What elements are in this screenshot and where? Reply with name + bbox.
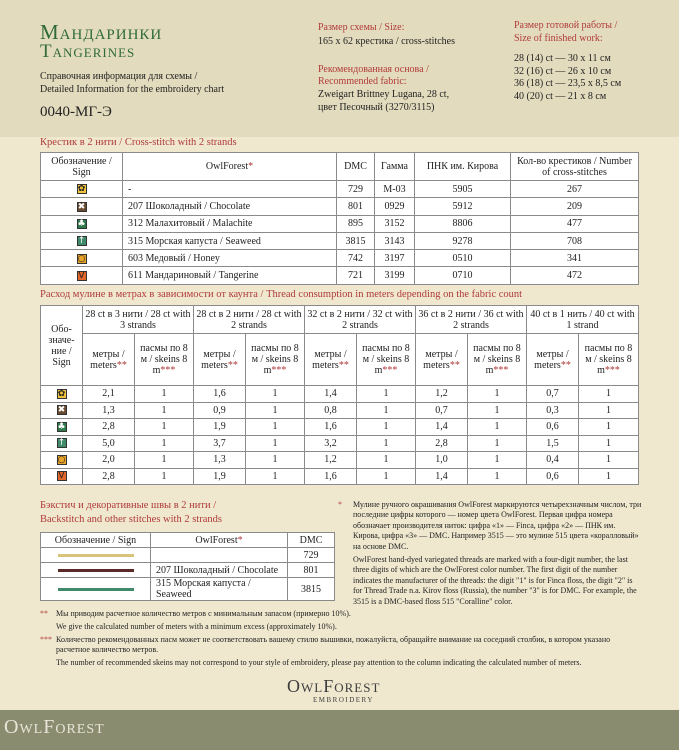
value-cell: 1,4 (305, 386, 357, 403)
table-row (41, 578, 335, 601)
owlforest-cell: 207 Шоколадный / Chocolate (123, 198, 337, 215)
gamma-cell: 0929 (375, 198, 415, 215)
chart-code: 0040-МГ-Э (40, 104, 112, 120)
symbol-icon: ↑ (77, 236, 86, 247)
value-cell: 0,3 (527, 402, 579, 419)
owlforest-cell: 315 Морская капуста / Seaweed (123, 232, 337, 249)
table-row (41, 386, 639, 403)
stitch-line-icon (58, 588, 134, 591)
finished-label-2: Size of finished work: (514, 33, 603, 44)
fabric-label-2: Recommended fabric: (318, 76, 407, 87)
value-cell: 1 (357, 468, 416, 485)
sign-cell (41, 548, 151, 563)
gamma-cell: 3199 (375, 267, 415, 284)
skeins-header: пасмы по 8 м / skeins 8 m*** (135, 334, 194, 386)
value-cell: 1 (135, 452, 194, 469)
meters-header: метры / meters** (83, 334, 135, 386)
value-cell: 1,3 (83, 402, 135, 419)
count-cell: 267 (511, 181, 639, 198)
sign-cell (41, 232, 123, 249)
value-cell: 2,0 (83, 452, 135, 469)
value-cell: 1,9 (194, 468, 246, 485)
value-cell: 0,9 (194, 402, 246, 419)
finished-size: 32 (16) ct — 26 х 10 см (514, 65, 612, 77)
value-cell: 1 (579, 419, 639, 436)
table-row (41, 548, 335, 563)
value-cell: 1 (246, 468, 305, 485)
sign-cell (41, 563, 151, 578)
table-row (41, 468, 639, 485)
col-dmc: DMC (288, 533, 335, 548)
gamma-cell: М-03 (375, 181, 415, 198)
table-header-row (41, 153, 639, 181)
pnk-cell: 5912 (415, 198, 511, 215)
col-sign: Обозначение / Sign (41, 153, 123, 181)
footnote-3-ru: Количество рекомендованных пасм может не соответствовать вашему стилю вышивки, пожалуйста, обращайте внимание на соседний столбик, в котором указано расчетное количество метров. (56, 635, 611, 655)
stitch-line-icon (58, 554, 134, 557)
col-sign: Обозначение / Sign (41, 533, 151, 548)
symbol-icon: ♣ (77, 218, 86, 229)
table-row (41, 250, 639, 267)
dmc-cell: 742 (337, 250, 375, 267)
symbol-icon: ○ (57, 454, 66, 465)
value-cell: 1 (135, 386, 194, 403)
count-cell: 341 (511, 250, 639, 267)
col-owlforest: OwlForest* (123, 153, 337, 181)
value-cell: 2,1 (83, 386, 135, 403)
fabric-label-1: Рекомендованная основа / (318, 64, 429, 75)
title-en: Tangerines (40, 41, 136, 62)
owlforest-cell: 207 Шоколадный / Chocolate (151, 563, 288, 578)
count-header: 36 ct в 2 нити / 36 ct with 2 strands (416, 306, 527, 334)
size-label: Размер схемы / Size: (318, 22, 405, 33)
gamma-cell: 3152 (375, 215, 415, 232)
value-cell: 1,4 (416, 468, 468, 485)
value-cell: 2,8 (83, 419, 135, 436)
footnote-2-en: We give the calculated number of meters with a minimum excess (approximately 10%). (56, 622, 337, 631)
owlforest-cell: 603 Медовый / Honey (123, 250, 337, 267)
skeins-header: пасмы по 8 м / skeins 8 m*** (246, 334, 305, 386)
value-cell: 0,6 (527, 468, 579, 485)
stitch-line-icon (58, 569, 134, 572)
table-header-row (41, 533, 335, 548)
fabric-value-1: Zweigart Brittney Lugana, 28 ct, (318, 89, 450, 100)
value-cell: 2,8 (416, 435, 468, 452)
title-ru: Мандаринки (40, 20, 163, 44)
sign-cell (41, 402, 83, 419)
value-cell: 2,8 (83, 468, 135, 485)
symbol-icon: V (58, 471, 65, 482)
symbol-icon: ↑ (57, 438, 66, 449)
value-cell: 1 (579, 452, 639, 469)
count-cell: 472 (511, 267, 639, 284)
pnk-cell: 0710 (415, 267, 511, 284)
sign-cell (41, 250, 123, 267)
dmc-cell: 729 (337, 181, 375, 198)
value-cell: 1 (579, 468, 639, 485)
unit-header-row (41, 334, 639, 386)
col-dmc: DMC (337, 153, 375, 181)
table-row (41, 215, 639, 232)
ref-line-1: Справочная информация для схемы / (40, 71, 198, 82)
sign-cell (41, 435, 83, 452)
footnote-3-en: The number of recommended skeins may not correspond to your style of embroidery, please pay attention to the column indicating the calculated number of meters. (56, 658, 582, 667)
value-cell: 1 (468, 468, 527, 485)
finished-size-list (514, 53, 621, 103)
value-cell: 1 (468, 402, 527, 419)
value-cell: 3,7 (194, 435, 246, 452)
value-cell: 1 (468, 452, 527, 469)
value-cell: 1 (246, 402, 305, 419)
cross-stitch-title: Крестик в 2 нити / Cross-stitch with 2 strands (40, 137, 237, 148)
symbol-icon: ♣ (57, 421, 66, 432)
meters-header: метры / meters** (305, 334, 357, 386)
value-cell: 1 (246, 452, 305, 469)
value-cell: 1 (246, 386, 305, 403)
owlforest-cell: - (123, 181, 337, 198)
value-cell: 1 (135, 402, 194, 419)
sign-cell (41, 267, 123, 284)
table-row (41, 452, 639, 469)
finished-size: 28 (14) ct — 30 х 11 см (514, 53, 611, 64)
meters-header: метры / meters** (416, 334, 468, 386)
skeins-header: пасмы по 8 м / skeins 8 m*** (579, 334, 639, 386)
meters-header: метры / meters** (527, 334, 579, 386)
note-star: * (338, 500, 342, 509)
count-header: 40 ct в 1 нить / 40 ct with 1 strand (527, 306, 639, 334)
footer-logo: OwlForest (4, 716, 105, 738)
col-count: Кол-во крестиков / Number of cross-stitches (511, 153, 639, 181)
value-cell: 1 (246, 419, 305, 436)
value-cell: 1 (579, 386, 639, 403)
table-row (41, 267, 639, 284)
cross-stitch-table (40, 152, 639, 285)
value-cell: 1,2 (305, 452, 357, 469)
value-cell: 1 (357, 419, 416, 436)
owlforest-cell (151, 548, 288, 563)
brand-sub: EMBROIDERY (313, 696, 374, 704)
value-cell: 1 (357, 402, 416, 419)
value-cell: 1,5 (527, 435, 579, 452)
count-cell: 477 (511, 215, 639, 232)
value-cell: 1,6 (194, 386, 246, 403)
value-cell: 1 (468, 386, 527, 403)
consumption-table (40, 305, 639, 485)
value-cell: 1 (357, 435, 416, 452)
symbol-icon: ○ (77, 253, 86, 264)
symbol-icon: ✿ (77, 184, 86, 195)
count-header: 32 ct в 2 нити / 32 ct with 2 strands (305, 306, 416, 334)
value-cell: 1 (579, 402, 639, 419)
value-cell: 0,4 (527, 452, 579, 469)
value-cell: 1 (357, 452, 416, 469)
sign-cell (41, 419, 83, 436)
sign-cell (41, 468, 83, 485)
sign-cell (41, 198, 123, 215)
table-row (41, 435, 639, 452)
dmc-cell: 729 (288, 548, 335, 563)
value-cell: 1 (135, 468, 194, 485)
col-pnk: ПНК им. Кирова (415, 153, 511, 181)
value-cell: 0,7 (527, 386, 579, 403)
table-row (41, 563, 335, 578)
owlforest-cell: 312 Малахитовый / Malachite (123, 215, 337, 232)
value-cell: 1 (579, 435, 639, 452)
value-cell: 1,9 (194, 419, 246, 436)
value-cell: 1 (246, 435, 305, 452)
backstitch-title-1: Бэкстич и декоративные швы в 2 нити / (40, 500, 217, 511)
backstitch-title-2: Backstitch and other stitches with 2 strands (40, 514, 222, 525)
consumption-title: Расход мулине в метрах в зависимости от каунта / Thread consumption in meters depending on the fabric count (40, 289, 523, 300)
fabric-value-2: цвет Песочный (3270/3115) (318, 102, 435, 113)
footnote-mark: ** (40, 609, 48, 618)
value-cell: 1,4 (416, 419, 468, 436)
notes (353, 500, 643, 607)
footnote-mark: *** (40, 635, 52, 644)
dmc-cell: 721 (337, 267, 375, 284)
count-header: 28 ct в 2 нити / 28 ct with 2 strands (194, 306, 305, 334)
dmc-cell: 3815 (288, 578, 335, 601)
value-cell: 1 (468, 419, 527, 436)
brand-logo: OwlForest (287, 676, 381, 696)
value-cell: 1,6 (305, 419, 357, 436)
table-row (41, 181, 639, 198)
sign-cell (41, 452, 83, 469)
value-cell: 1,0 (416, 452, 468, 469)
sign-cell (41, 215, 123, 232)
gamma-cell: 3143 (375, 232, 415, 249)
value-cell: 0,7 (416, 402, 468, 419)
symbol-icon: ✖ (77, 201, 86, 212)
count-header: 28 ct в 3 нити / 28 ct with 3 strands (83, 306, 194, 334)
value-cell: 0,6 (527, 419, 579, 436)
count-cell: 708 (511, 232, 639, 249)
value-cell: 1 (135, 435, 194, 452)
value-cell: 1,3 (194, 452, 246, 469)
pnk-cell: 8806 (415, 215, 511, 232)
note-en: OwlForest hand-dyed variegated threads are marked with a four-digit number, the last three digits of which are the OwlForest color number. The first digit of the number indicates the manufacturer of the threads: the digit "1" is for Finca floss, the digit "2" is for Thread Trade n.a. Kirov floss (Russia), the number "3" is for DMC. For example, the 3515 is a DMC-based floss 515 "Coralline" color. (353, 555, 637, 606)
skeins-header: пасмы по 8 м / skeins 8 m*** (468, 334, 527, 386)
dmc-cell: 3815 (337, 232, 375, 249)
table-row (41, 198, 639, 215)
value-cell: 1 (468, 435, 527, 452)
symbol-icon: ✖ (57, 405, 66, 416)
symbol-icon: V (78, 270, 85, 281)
symbol-icon: ✿ (57, 388, 66, 399)
pnk-cell: 0510 (415, 250, 511, 267)
finished-size: 40 (20) ct — 21 х 8 см (514, 90, 607, 102)
finished-size: 36 (18) ct — 23,5 х 8,5 см (514, 78, 622, 90)
table-row (41, 232, 639, 249)
col-gamma: Гамма (375, 153, 415, 181)
dmc-cell: 801 (288, 563, 335, 578)
footnote-2-ru: Мы приводим расчетное количество метров с минимальным запасом (примерно 10%). (56, 609, 351, 618)
col-sign: Обо-значе-ние / Sign (41, 306, 83, 386)
value-cell: 1,6 (305, 468, 357, 485)
sign-cell (41, 386, 83, 403)
owlforest-cell: 611 Мандариновый / Tangerine (123, 267, 337, 284)
value-cell: 1,2 (416, 386, 468, 403)
col-owlforest: OwlForest* (151, 533, 288, 548)
sign-cell (41, 181, 123, 198)
value-cell: 0,8 (305, 402, 357, 419)
count-cell: 209 (511, 198, 639, 215)
table-row (41, 419, 639, 436)
size-value: 165 х 62 крестика / cross-stitches (318, 36, 456, 47)
ref-line-2: Detailed Information for the embroidery chart (40, 84, 225, 95)
value-cell: 1 (135, 419, 194, 436)
skeins-header: пасмы по 8 м / skeins 8 m*** (357, 334, 416, 386)
value-cell: 5,0 (83, 435, 135, 452)
meters-header: метры / meters** (194, 334, 246, 386)
gamma-cell: 3197 (375, 250, 415, 267)
pnk-cell: 9278 (415, 232, 511, 249)
table-row (41, 402, 639, 419)
backstitch-table (40, 532, 335, 601)
sign-cell (41, 578, 151, 601)
pnk-cell: 5905 (415, 181, 511, 198)
owlforest-cell: 315 Морская капуста / Seaweed (151, 578, 288, 601)
dmc-cell: 895 (337, 215, 375, 232)
value-cell: 1 (357, 386, 416, 403)
count-header-row (41, 306, 639, 334)
dmc-cell: 801 (337, 198, 375, 215)
value-cell: 3,2 (305, 435, 357, 452)
finished-label-1: Размер готовой работы / (514, 20, 618, 31)
note-ru: Мулине ручного окрашивания OwlForest маркируются четырехзначным числом, три последние цифры которого — номер цвета OwlForest. Первая цифра номера обозначает производителя ниток: цифра «1» — Finca, цифра «2» — ПНК им. Кирова, цифра «3» — DMC. Например 3515 — это мулине 515 цвета «коралловый» на основе DMC. (353, 500, 642, 551)
